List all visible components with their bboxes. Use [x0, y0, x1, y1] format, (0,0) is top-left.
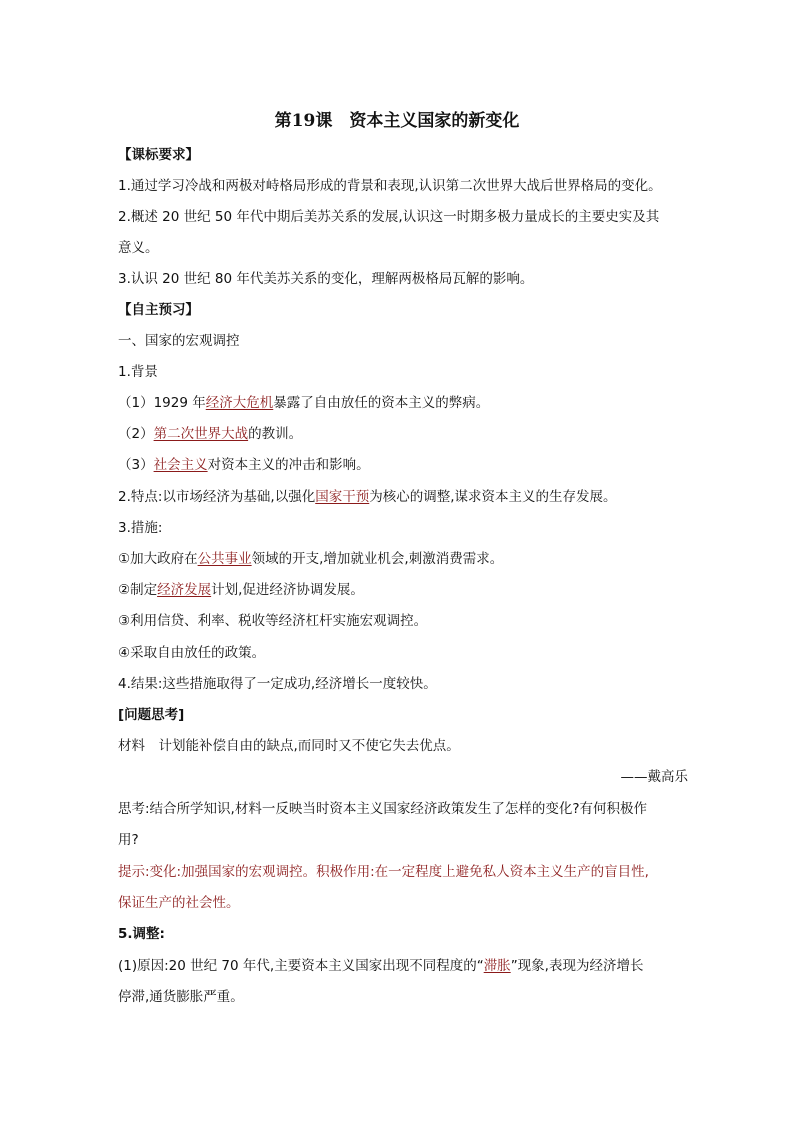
text-segment: （2） [118, 426, 154, 442]
quote-author: ——戴高乐 [620, 769, 688, 785]
adjust-reason-line-2: 停滞,通货膨胀严重。 [118, 989, 244, 1005]
text-segment: （1）1929 年 [118, 395, 206, 411]
text-segment: ”现象,表现为经济增长 [510, 958, 644, 974]
background-item-1 [118, 393, 688, 413]
requirement-2-line-2: 意义。 [118, 240, 159, 256]
key-term: 国家干预 [315, 489, 370, 505]
page-title: 第19课 资本主义国家的新变化 [274, 111, 520, 131]
section-heading-curriculum: 【课标要求】 [118, 147, 199, 163]
requirement-2-line-1: 2.概述 20 世纪 50 年代中期后美苏关系的发展,认识这一时期多极力量成长的主要史实及其 [118, 209, 660, 225]
adjust-reason-line-1 [118, 956, 688, 976]
text-segment: 暴露了自由放任的资本主义的弊病。 [273, 395, 490, 411]
requirement-1: 1.通过学习冷战和两极对峙格局形成的背景和表现,认识第二次世界大战后世界格局的变化。 [118, 178, 662, 194]
text-segment: 2.特点:以市场经济为基础,以强化 [118, 489, 316, 505]
measure-2 [118, 580, 688, 600]
measure-4: ④采取自由放任的政策。 [118, 645, 266, 661]
key-term: 公共事业 [197, 551, 252, 567]
result-line: 4.结果:这些措施取得了一定成功,经济增长一度较快。 [118, 676, 437, 692]
hint-line-2: 保证生产的社会性。 [118, 895, 240, 911]
text-segment: ①加大政府在 [118, 551, 198, 567]
background-item-2 [118, 424, 688, 444]
text-segment: 的教训。 [248, 426, 303, 442]
background-label: 1.背景 [118, 364, 158, 380]
feature-line [118, 487, 688, 507]
key-term: 第二次世界大战 [153, 426, 249, 442]
section-heading-preview: 【自主预习】 [118, 302, 199, 318]
requirement-3: 3.认识 20 世纪 80 年代美苏关系的变化，理解两极格局瓦解的影响。 [118, 271, 534, 287]
think-line-1: 思考:结合所学知识,材料一反映当时资本主义国家经济政策发生了怎样的变化?有何积极作 [118, 801, 648, 817]
background-item-3 [118, 455, 688, 475]
text-segment: （3） [118, 457, 154, 473]
adjust-label: 5.调整: [118, 926, 165, 942]
key-term: 社会主义 [153, 457, 208, 473]
text-segment: 为核心的调整,谋求资本主义的生存发展。 [369, 489, 617, 505]
material-quote: 材料 计划能补偿自由的缺点,而同时又不使它失去优点。 [118, 738, 460, 754]
key-term: 经济发展 [157, 582, 212, 598]
subheading-macro-control: 一、国家的宏观调控 [118, 333, 240, 349]
hint-line-1: 提示:变化:加强国家的宏观调控。积极作用:在一定程度上避免私人资本主义生产的盲目性, [118, 864, 649, 880]
key-term: 滞胀 [483, 958, 511, 974]
text-segment: (1)原因:20 世纪 70 年代,主要资本主义国家出现不同程度的“ [118, 958, 484, 974]
text-segment: 计划,促进经济协调发展。 [211, 582, 364, 598]
measures-label: 3.措施: [118, 520, 163, 536]
question-heading: [问题思考] [118, 707, 185, 723]
text-segment: 对资本主义的冲击和影响。 [207, 457, 370, 473]
measure-1 [118, 549, 688, 569]
key-term: 经济大危机 [205, 395, 274, 411]
text-segment: 领域的开支,增加就业机会,刺激消费需求。 [251, 551, 504, 567]
measure-3: ③利用信贷、利率、税收等经济杠杆实施宏观调控。 [118, 613, 428, 629]
text-segment: ②制定 [118, 582, 158, 598]
think-line-2: 用? [118, 832, 139, 848]
